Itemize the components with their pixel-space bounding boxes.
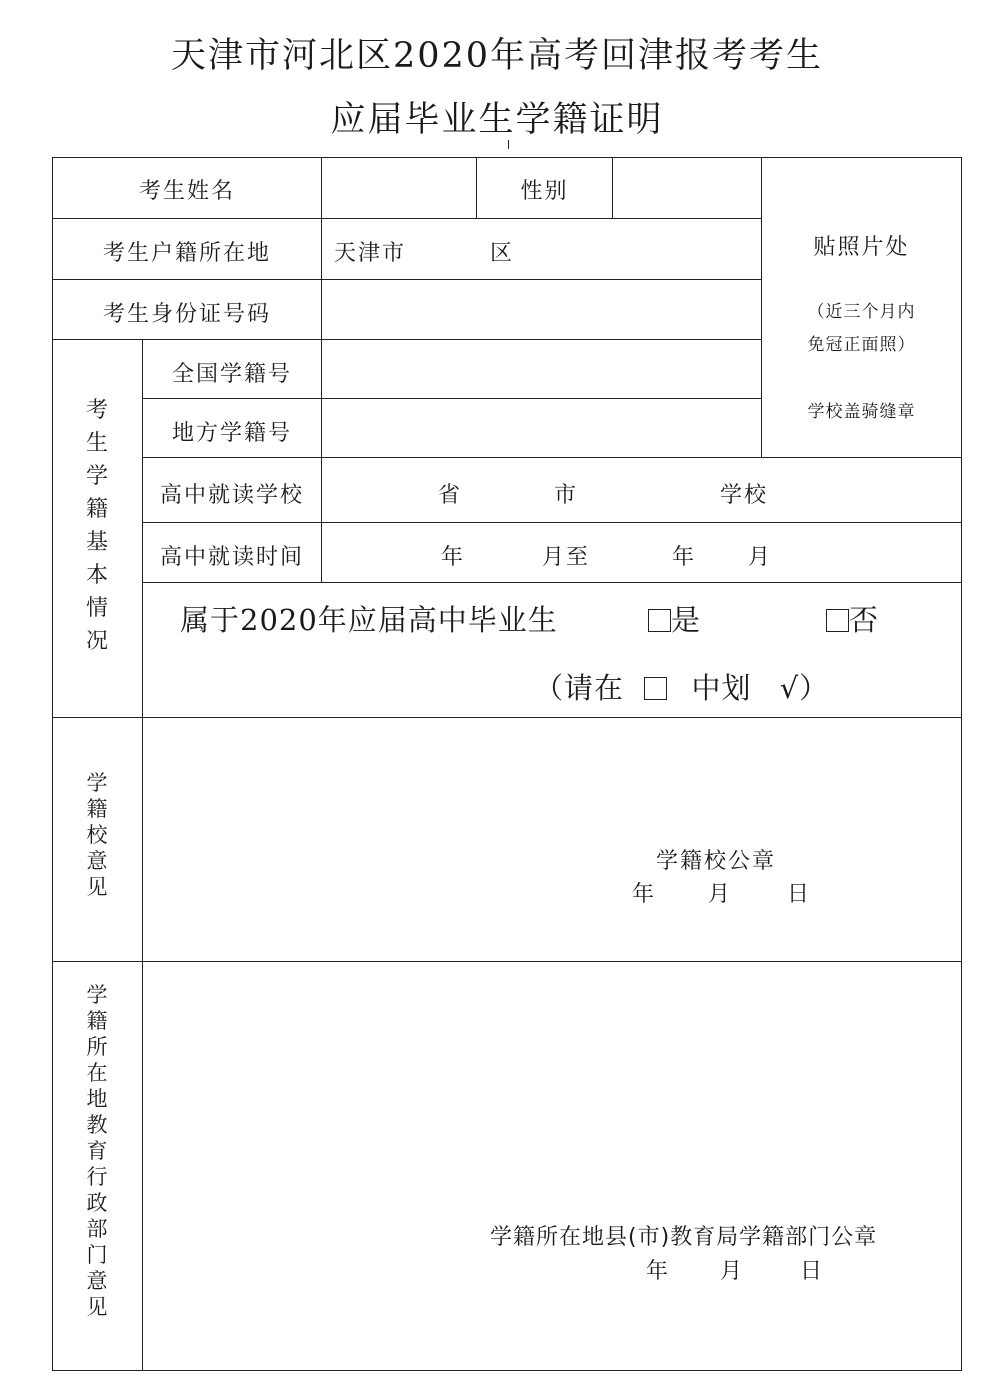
national-student-id-label: 全国学籍号 xyxy=(171,362,292,387)
yes-checkbox[interactable] xyxy=(648,609,671,632)
id-number-field[interactable] xyxy=(322,280,761,339)
period-start-month: 月至 xyxy=(542,545,591,570)
school-name: 学校 xyxy=(720,483,769,508)
gender-field[interactable] xyxy=(613,158,761,218)
photo-label: 贴照片处 xyxy=(813,235,910,260)
photo-note-line2: 免冠正面照） xyxy=(807,335,916,355)
household-district: 区 xyxy=(490,241,515,266)
hint-checkbox-icon xyxy=(644,677,667,700)
school-date-day: 日 xyxy=(787,882,812,907)
basic-info-section-label: 考 生 学 籍 基 本 情 况 xyxy=(85,398,108,654)
study-period-label: 高中就读时间 xyxy=(159,545,304,570)
gender-label: 性别 xyxy=(520,179,569,204)
high-school-label: 高中就读学校 xyxy=(159,483,304,508)
document-subtitle: 应届毕业生学籍证明 xyxy=(330,100,664,140)
check-hint: （请在 中划 √） xyxy=(534,671,830,705)
bureau-date-year: 年 xyxy=(646,1259,671,1284)
id-number-label: 考生身份证号码 xyxy=(102,302,271,327)
period-start-year: 年 xyxy=(441,545,466,570)
school-date-year: 年 xyxy=(632,882,657,907)
school-opinion-label: 学 籍 校 意 见 xyxy=(86,771,108,899)
name-label: 考生姓名 xyxy=(138,179,235,204)
school-seal-label: 学籍校公章 xyxy=(656,849,777,874)
no-option[interactable]: 否 xyxy=(826,598,879,639)
title-mark xyxy=(508,140,509,149)
photo-note-line1: （近三个月内 xyxy=(807,302,916,322)
photo-seal-note: 学校盖骑缝章 xyxy=(807,402,916,422)
bureau-opinion-label: 学 籍 所 在 地 教 育 行 政 部 门 意 见 xyxy=(86,983,108,1319)
yes-option[interactable]: 是 xyxy=(648,598,701,639)
bureau-date-month: 月 xyxy=(720,1259,745,1284)
household-label: 考生户籍所在地 xyxy=(102,241,271,266)
name-field[interactable] xyxy=(322,158,476,218)
period-end-year: 年 xyxy=(672,545,697,570)
school-province: 省 xyxy=(438,483,463,508)
school-opinion-field[interactable] xyxy=(143,718,961,961)
household-city: 天津市 xyxy=(334,241,407,266)
bureau-opinion-field[interactable] xyxy=(143,962,961,1370)
school-date-month: 月 xyxy=(708,882,733,907)
bureau-seal-label: 学籍所在地县(市)教育局学籍部门公章 xyxy=(490,1225,878,1250)
national-student-id-field[interactable] xyxy=(322,340,761,398)
local-student-id-label: 地方学籍号 xyxy=(171,421,292,446)
school-city: 市 xyxy=(554,483,579,508)
document-title: 天津市河北区2020年高考回津报考考生 xyxy=(170,36,824,76)
bureau-date-day: 日 xyxy=(800,1259,825,1284)
local-student-id-field[interactable] xyxy=(322,399,761,457)
period-end-month: 月 xyxy=(748,545,773,570)
graduate-question: 属于2020年应届高中毕业生 xyxy=(180,603,558,637)
no-checkbox[interactable] xyxy=(826,609,849,632)
